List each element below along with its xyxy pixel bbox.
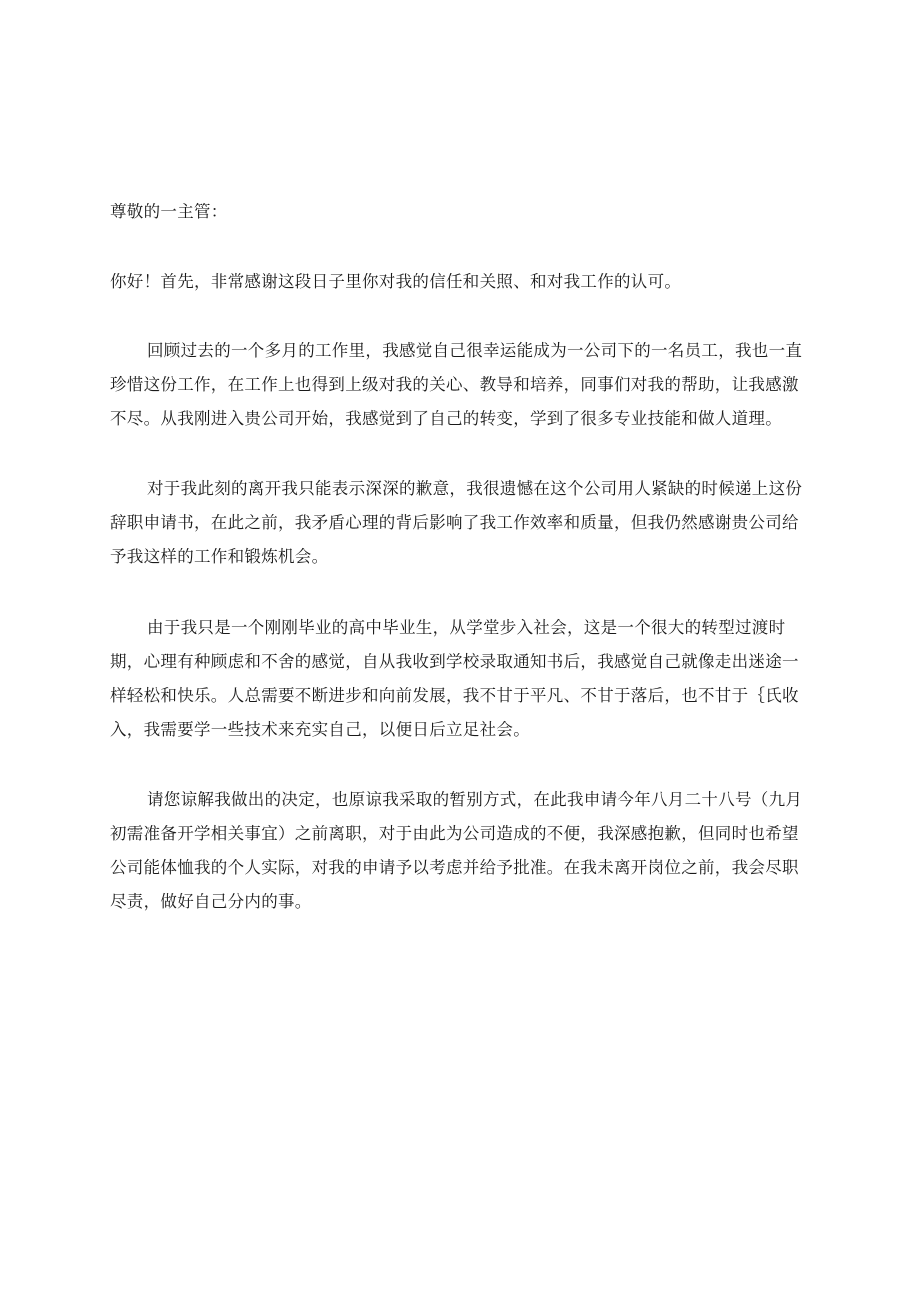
letter-salutation: 尊敬的一主管： — [110, 202, 228, 221]
letter-paragraph-request: 请您谅解我做出的决定，也原谅我采取的暂别方式，在此我申请今年八月二十八号（九月初需准备开学相关事宜）之前离职，对于由此为公司造成的不便，我深感抱歉，但同时也希望公司能体恤我的个人实际，对我的申请予以考虑并给予批准。在我未离开岗位之前，我会尽职尽责，做好自己分内的事。 — [110, 790, 803, 911]
letter-paragraph-review: 回顾过去的一个多月的工作里，我感觉自己很幸运能成为一公司下的一名员工，我也一直珍惜这份工作，在工作上也得到上级对我的关心、教导和培养，同事们对我的帮助，让我感激不尽。从我刚进入贵公司开始，我感觉到了自己的转变，学到了很多专业技能和做人道理。 — [110, 341, 803, 428]
letter-paragraph-apology: 对于我此刻的离开我只能表示深深的歉意，我很遗憾在这个公司用人紧缺的时候递上这份辞职申请书，在此之前，我矛盾心理的背后影响了我工作效率和质量，但我仍然感谢贵公司给予我这样的工作和锻炼机会。 — [110, 479, 803, 566]
letter-paragraph-reason: 由于我只是一个刚刚毕业的高中毕业生，从学堂步入社会，这是一个很大的转型过渡时期，心理有种顾虑和不舍的感觉，自从我收到学校录取通知书后，我感觉自己就像走出迷途一样轻松和快乐。人总需要不断进步和向前发展，我不甘于平凡、不甘于落后，也不甘于｛氏收入，我需要学一些技术来充实自己，以便日后立足社会。 — [110, 618, 799, 739]
letter-paragraph-greeting: 你好！首先，非常感谢这段日子里你对我的信任和关照、和对我工作的认可。 — [110, 272, 682, 291]
